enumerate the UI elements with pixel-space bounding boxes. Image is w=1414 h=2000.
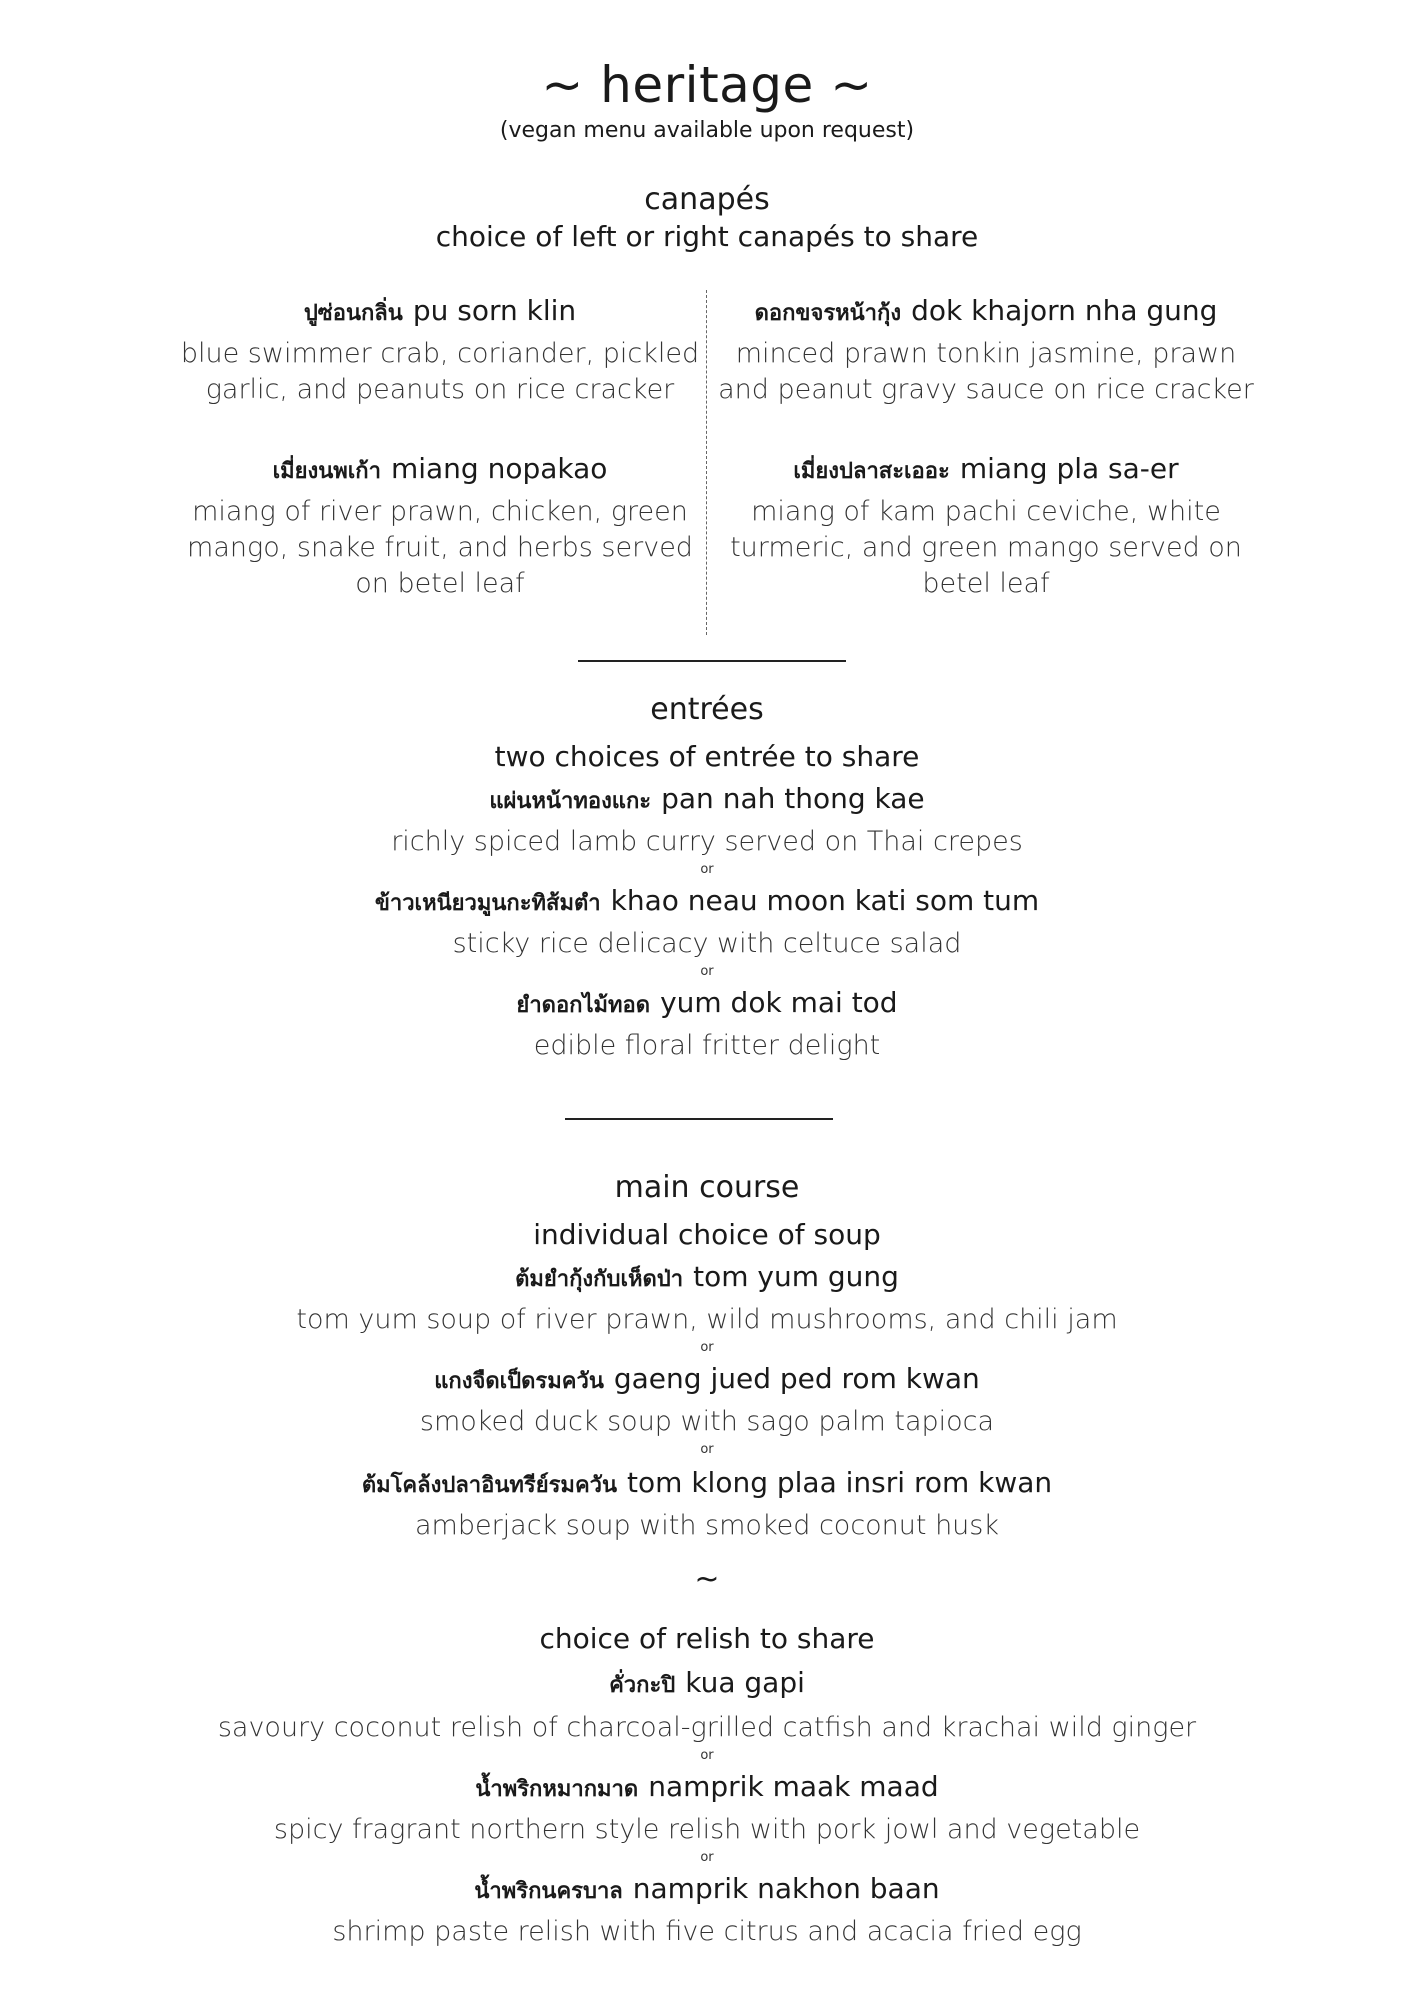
canape-right-2 (716, 452, 1256, 602)
dish-thai-name: ยำดอกไม้ทอด (516, 992, 651, 1018)
dish-description: miang of river prawn, chicken, green mango, snake fruit, and herbs served on betel leaf (187, 496, 693, 599)
dish-roman-name: namprik maak maad (648, 1770, 939, 1803)
dish-thai-name: ข้าวเหนียวมูนกะทิส้มตำ (374, 890, 601, 916)
dish-roman-name: kua gapi (685, 1666, 805, 1699)
dish-thai-name: เมี่ยงนพเก้า (272, 458, 381, 484)
dish-roman-name: namprik nakhon baan (632, 1872, 940, 1905)
dish-name (170, 294, 710, 330)
dish-roman-name: miang pla sa-er (959, 452, 1179, 485)
or-label: or (700, 1340, 714, 1355)
soup-subheading: individual choice of soup (533, 1218, 881, 1251)
or-label: or (700, 862, 714, 877)
canapes-heading: canapés (644, 182, 770, 217)
entrees-subheading: two choices of entrée to share (494, 740, 920, 773)
dish-thai-name: ดอกขจรหน้ากุ้ง (754, 300, 902, 326)
soup-3-name (0, 1466, 1414, 1502)
dish-name (716, 452, 1256, 488)
entree-3-description: edible floral fritter delight (533, 1030, 881, 1061)
entree-2-name (0, 884, 1414, 920)
soup-2-description: smoked duck soup with sago palm tapioca (419, 1406, 995, 1437)
soup-3-description: amberjack soup with smoked coconut husk (414, 1510, 1000, 1541)
or-label: or (700, 964, 714, 979)
section-divider (565, 1118, 833, 1120)
dish-roman-name: pu sorn klin (412, 294, 577, 327)
or-label: or (700, 1442, 714, 1457)
relish-2-name (0, 1770, 1414, 1806)
entree-2-description: sticky rice delicacy with celtuce salad (452, 928, 962, 959)
dish-name (716, 294, 1256, 330)
dish-roman-name: dok khajorn nha gung (911, 294, 1218, 327)
dish-roman-name: gaeng jued ped rom kwan (613, 1362, 980, 1395)
dish-roman-name: khao neau moon kati som tum (610, 884, 1040, 917)
canape-left-1 (170, 294, 710, 408)
main-course-heading: main course (614, 1170, 800, 1205)
entree-3-name (0, 986, 1414, 1022)
dish-thai-name: น้ำพริกนครบาล (474, 1878, 623, 1904)
relish-1-name (0, 1666, 1414, 1702)
soup-1-name (0, 1260, 1414, 1296)
relish-3-description: shrimp paste relish with five citrus and acacia fried egg (332, 1916, 1082, 1947)
dish-roman-name: tom klong plaa insri rom kwan (627, 1466, 1053, 1499)
dish-thai-name: ปูซ่อนกลิ่น (303, 300, 403, 326)
dish-thai-name: แผ่นหน้าทองแกะ (489, 788, 652, 814)
dish-thai-name: เมี่ยงปลาสะเออะ (793, 458, 950, 484)
dish-description: blue swimmer crab, coriander, pickled garlic, and peanuts on rice cracker (180, 338, 700, 405)
dish-roman-name: pan nah thong kae (661, 782, 925, 815)
soup-1-description: tom yum soup of river prawn, wild mushrooms, and chili jam (296, 1304, 1118, 1335)
dish-roman-name: miang nopakao (390, 452, 608, 485)
menu-subtitle: (vegan menu available upon request) (499, 118, 915, 143)
dish-description: minced prawn tonkin jasmine, prawn and peanut gravy sauce on rice cracker (718, 338, 1254, 405)
section-divider (578, 660, 846, 662)
relish-3-name (0, 1872, 1414, 1908)
canapes-divider (706, 290, 707, 635)
entree-1-description: richly spiced lamb curry served on Thai crepes (391, 826, 1023, 857)
dish-description: miang of kam pachi ceviche, white turmeric, and green mango served on betel leaf (730, 496, 1242, 599)
menu-title: ~ heritage ~ (541, 56, 873, 114)
dish-thai-name: ต้มโคล้งปลาอินทรีย์รมควัน (361, 1472, 618, 1498)
entrees-heading: entrées (650, 692, 764, 727)
or-label: or (700, 1850, 714, 1865)
dish-thai-name: น้ำพริกหมากมาด (475, 1776, 639, 1802)
relish-1-description: savoury coconut relish of charcoal-grilled catfish and krachai wild ginger (217, 1712, 1197, 1743)
canape-right-1 (716, 294, 1256, 408)
or-label: or (700, 1748, 714, 1763)
relish-2-description: spicy fragrant northern style relish with pork jowl and vegetable (273, 1814, 1141, 1845)
soup-2-name (0, 1362, 1414, 1398)
dish-roman-name: yum dok mai tod (660, 986, 898, 1019)
dish-name (170, 452, 710, 488)
dish-thai-name: ต้มยำกุ้งกับเห็ดป่า (515, 1266, 684, 1292)
dish-thai-name: คั่วกะปิ (609, 1672, 676, 1698)
dish-thai-name: แกงจืดเป็ดรมควัน (434, 1368, 604, 1394)
dish-roman-name: tom yum gung (693, 1260, 899, 1293)
entree-1-name (0, 782, 1414, 818)
canapes-subheading: choice of left or right canapés to share (435, 220, 979, 253)
canape-left-2 (170, 452, 710, 602)
course-separator: ~ (694, 1562, 720, 1597)
relish-subheading: choice of relish to share (539, 1622, 875, 1655)
